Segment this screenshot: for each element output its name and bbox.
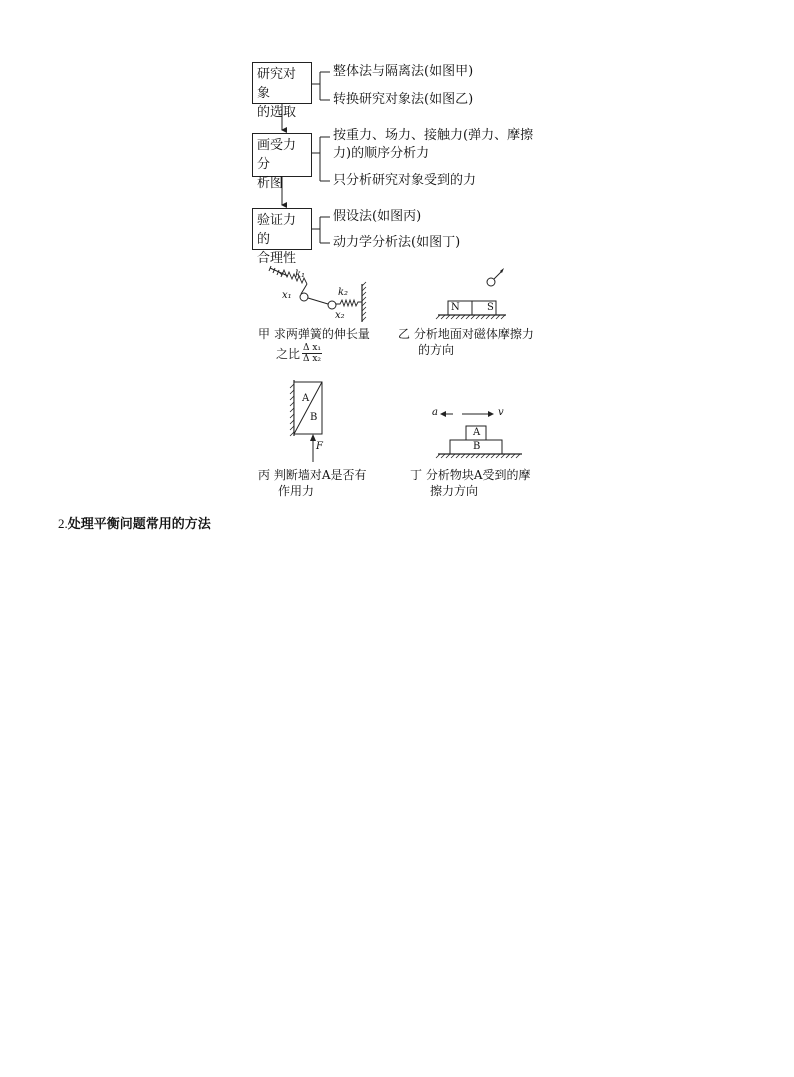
section-number: 2.	[58, 516, 68, 531]
block-label-a-small: A	[473, 427, 481, 438]
flow-box-line: 验证力的	[257, 213, 297, 247]
label-force-f: F	[316, 441, 323, 452]
caption-bing-line2: 作用力	[278, 484, 315, 498]
branch-force-order-line2: 力)的顺序分析力	[333, 146, 430, 161]
branch-whole-isolation: 整体法与隔离法(如图甲)	[333, 64, 474, 79]
branch-assumption: 假设法(如图丙)	[333, 209, 422, 224]
caption-bing-line1: 丙 判断墙对A是否有	[258, 468, 367, 482]
caption-yi-line1: 乙 分析地面对磁体摩擦力	[398, 327, 534, 341]
label-k1: k₁	[295, 269, 306, 280]
ratio-denominator: Δ x₂	[303, 354, 322, 364]
branch-dynamics: 动力学分析法(如图丁)	[333, 235, 461, 250]
branch-only-object-forces: 只分析研究对象受到的力	[333, 173, 477, 188]
flow-box-line: 析图	[257, 176, 284, 191]
flow-box-line: 画受力分	[257, 138, 297, 172]
label-x1: x₁	[282, 290, 292, 301]
figure-yi-magnet	[430, 262, 530, 324]
flow-box-force-diagram	[252, 133, 312, 191]
label-k2: k₂	[338, 287, 349, 298]
ball-2	[328, 301, 336, 309]
spring-k2	[336, 300, 362, 306]
block-label-b: B	[310, 412, 318, 423]
magnet-label-s: S	[487, 302, 494, 313]
label-x2: x₂	[335, 310, 345, 321]
branch-force-order-line1: 按重力、场力、接触力(弹力、摩擦	[333, 128, 534, 143]
ratio-fraction	[302, 343, 322, 364]
figure-jia-springs	[262, 262, 382, 324]
iron-ball	[487, 278, 495, 286]
ratio-numerator: Δ x₁	[303, 343, 322, 353]
flow-box-line: 研究对象	[257, 67, 297, 101]
block-label-b-large: B	[473, 441, 481, 452]
block-label-a: A	[302, 393, 310, 404]
label-velocity-v: v	[498, 407, 504, 418]
branch-transform-object: 转换研究对象法(如图乙)	[333, 92, 474, 107]
wall-hatch-left	[269, 266, 288, 277]
magnet-label-n: N	[451, 302, 460, 313]
caption-jia-line1: 甲 求两弹簧的伸长量	[258, 327, 370, 341]
caption-yi-line2: 的方向	[418, 343, 455, 357]
flow-box-line: 的选取	[257, 105, 297, 120]
caption-jia-prefix: 之比	[276, 347, 301, 361]
caption-ding-line1: 丁 分析物块A受到的摩	[410, 468, 531, 482]
caption-ding-line2: 擦力方向	[430, 484, 479, 498]
flow-box-line: 合理性	[257, 251, 297, 266]
flow-box-verify-forces	[252, 208, 312, 266]
ball-1	[300, 293, 308, 301]
flow-box-select-object	[252, 62, 312, 120]
section-title: 处理平衡问题常用的方法	[67, 517, 211, 532]
section-heading	[58, 513, 211, 532]
label-acceleration-a: a	[432, 407, 438, 418]
